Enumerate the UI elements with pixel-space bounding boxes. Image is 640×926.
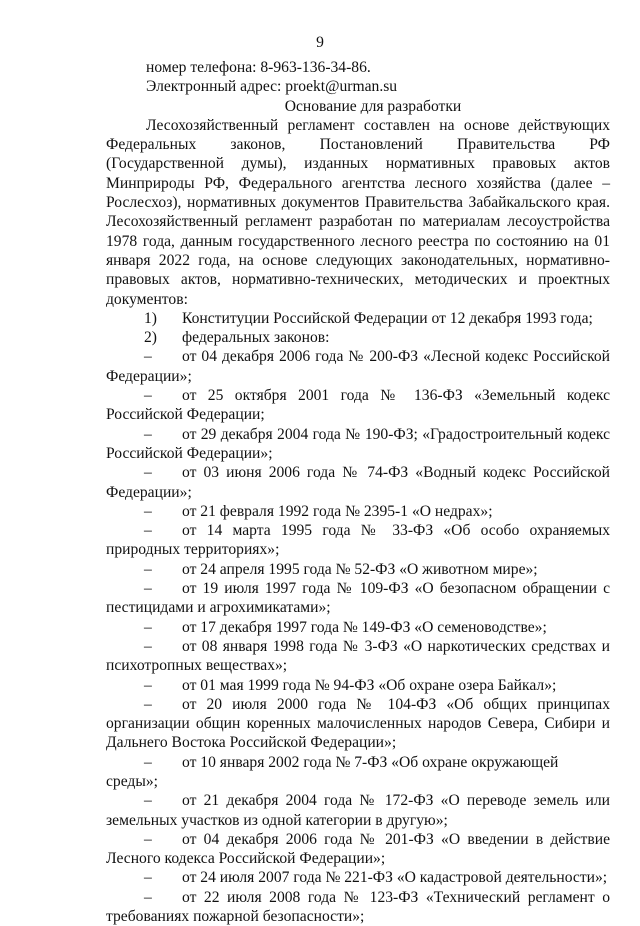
law-text: от 21 февраля 1992 года № 2395-1 «О недрах»; <box>182 502 493 520</box>
dash-bullet: – <box>144 425 152 443</box>
law-text: от 01 мая 1999 года № 94-ФЗ «Об охране озера Байкал»; <box>182 676 557 694</box>
law-text: от 04 декабря 2006 года № 200-ФЗ «Лесной кодекс Российской <box>182 348 610 366</box>
dash-bullet: – <box>144 869 152 887</box>
law-text-line <box>106 405 610 424</box>
law-text-line <box>106 483 610 502</box>
item-text: федеральных законов: <box>182 329 330 347</box>
dash-bullet: – <box>144 618 152 636</box>
laws-list <box>106 347 610 926</box>
law-list-item <box>106 347 610 386</box>
law-text: от 14 марта 1995 года № 33-ФЗ «Об особо охраняемых <box>182 522 610 540</box>
law-text-line <box>106 753 610 792</box>
law-text-line <box>106 540 610 559</box>
law-text-line <box>106 560 610 579</box>
law-text: от 24 июля 2007 года № 221-ФЗ «О кадастровой деятельности»; <box>182 869 608 887</box>
law-list-item <box>106 560 610 579</box>
law-text: от 10 января 2002 года № 7-ФЗ «Об охране окружающей среды»; <box>106 753 559 790</box>
dash-bullet: – <box>144 792 152 810</box>
law-text-line <box>106 598 610 617</box>
law-list-item <box>106 888 610 926</box>
law-text-line <box>106 463 610 482</box>
dash-bullet: – <box>144 637 152 655</box>
law-text-line <box>106 579 610 598</box>
dash-bullet: – <box>144 560 152 578</box>
law-text: от 20 июля 2000 года № 104-ФЗ «Об общих принципах <box>182 695 610 713</box>
law-text-line <box>106 811 610 830</box>
law-text-line <box>106 444 610 463</box>
contact-email: Электронный адрес: proekt@urman.su <box>146 78 398 96</box>
law-list-item <box>106 695 610 753</box>
law-text: от 08 января 1998 года № 3-ФЗ «О наркотических средствах и <box>182 637 610 655</box>
law-text: Федерации»; <box>106 367 192 385</box>
numbered-item <box>106 309 610 328</box>
contact-phone: номер телефона: 8-963-136-34-86. <box>146 59 371 76</box>
item-text: Конституции Российской Федерации от 12 декабря 1993 года; <box>182 309 593 327</box>
law-text-line <box>106 367 610 386</box>
law-list-item <box>106 637 610 676</box>
law-text-line <box>106 695 610 714</box>
law-text: природных территориях»; <box>106 541 280 559</box>
law-text: от 24 апреля 1995 года № 52-ФЗ «О животном мире»; <box>182 560 538 578</box>
law-text: Российской Федерации»; <box>106 444 273 462</box>
law-list-item <box>106 618 610 637</box>
law-list-item <box>106 830 610 869</box>
dash-bullet: – <box>144 676 152 694</box>
law-text: от 04 декабря 2006 года № 201-ФЗ «О введении в действие <box>182 830 610 848</box>
law-text-line <box>106 830 610 849</box>
law-text-line <box>106 347 610 366</box>
dash-bullet: – <box>144 464 152 482</box>
dash-bullet: – <box>144 830 152 848</box>
law-text-line <box>106 849 610 868</box>
numbered-item <box>106 328 610 347</box>
law-list-item <box>106 791 610 830</box>
item-number: 1) <box>144 309 157 327</box>
section-title: Основание для разработки <box>284 97 462 115</box>
law-text: психотропных веществах»; <box>106 657 288 675</box>
law-list-item <box>106 425 610 464</box>
law-text: от 29 декабря 2004 года № 190-ФЗ; «Градостроительный кодекс <box>182 425 610 443</box>
dash-bullet: – <box>144 753 152 771</box>
dash-bullet: – <box>144 888 152 906</box>
law-text-line <box>106 676 610 695</box>
law-text: Российской Федерации; <box>106 406 265 424</box>
law-text-line <box>106 386 610 405</box>
law-list-item <box>106 579 610 618</box>
law-text-line <box>106 868 610 887</box>
law-text-line <box>106 637 610 656</box>
law-text: организации общин коренных малочисленных народов Севера, Сибири и <box>106 715 610 733</box>
law-text-line <box>106 733 610 752</box>
law-text: от 22 июля 2008 года № 123-ФЗ «Технический регламент о <box>182 888 610 906</box>
law-text: земельных участков из одной категории в другую»; <box>106 811 448 829</box>
law-text: Федерации»; <box>106 483 192 501</box>
law-text-line <box>106 888 610 907</box>
law-list-item <box>106 521 610 560</box>
intro-paragraph: Лесохозяйственный регламент составлен на основе действующих Федеральных законов, Постановлений Правительства РФ (Государственной думы), изданных нормативных правовых актов Минприроды РФ, Федерального агентства лесного хозяйства (далее – Рослесхоз), нормативных документов Правительства Забайкальского края. Лесохозяйственный регламент разработан по материалам лесоустройства 1978 года, данным государственного лесного реестра по состоянию на 01 января 2022 года, на основе следующих законодательных, нормативно-правовых актов, нормативно-технических, методических и проектных документов: <box>106 116 610 308</box>
dash-bullet: – <box>144 348 152 366</box>
dash-bullet: – <box>144 522 152 540</box>
law-text-line <box>106 521 610 540</box>
dash-bullet: – <box>144 502 152 520</box>
law-list-item <box>106 502 610 521</box>
law-text-line <box>106 502 610 521</box>
law-text: от 21 декабря 2004 года № 172-ФЗ «О переводе земель или <box>182 792 610 810</box>
law-text: требованиях пожарной безопасности»; <box>106 908 365 926</box>
law-text-line <box>106 618 610 637</box>
law-text: пестицидами и агрохимикатами»; <box>106 599 331 617</box>
law-text: от 03 июня 2006 года № 74-ФЗ «Водный кодекс Российской <box>182 464 610 482</box>
law-text: Дальнего Востока Российской Федерации»; <box>106 734 397 752</box>
law-list-item <box>106 386 610 425</box>
law-text: от 17 декабря 1997 года № 149-ФЗ «О семеноводстве»; <box>182 618 547 636</box>
law-list-item <box>106 463 610 502</box>
law-list-item <box>106 868 610 887</box>
law-text: Лесного кодекса Российской Федерации»; <box>106 850 386 868</box>
law-text-line <box>106 425 610 444</box>
law-text-line <box>106 791 610 810</box>
law-text-line <box>106 714 610 733</box>
law-text-line <box>106 907 610 926</box>
dash-bullet: – <box>144 695 152 713</box>
dash-bullet: – <box>144 580 152 598</box>
law-list-item <box>106 753 610 792</box>
document-body <box>106 58 610 926</box>
law-text-line <box>106 656 610 675</box>
dash-bullet: – <box>144 387 152 405</box>
law-text: от 25 октября 2001 года № 136-ФЗ «Земельный кодекс <box>182 387 610 405</box>
law-text: от 19 июля 1997 года № 109-ФЗ «О безопасном обращении с <box>182 580 610 598</box>
page-number: 9 <box>316 34 324 51</box>
law-list-item <box>106 676 610 695</box>
item-number: 2) <box>144 329 157 347</box>
